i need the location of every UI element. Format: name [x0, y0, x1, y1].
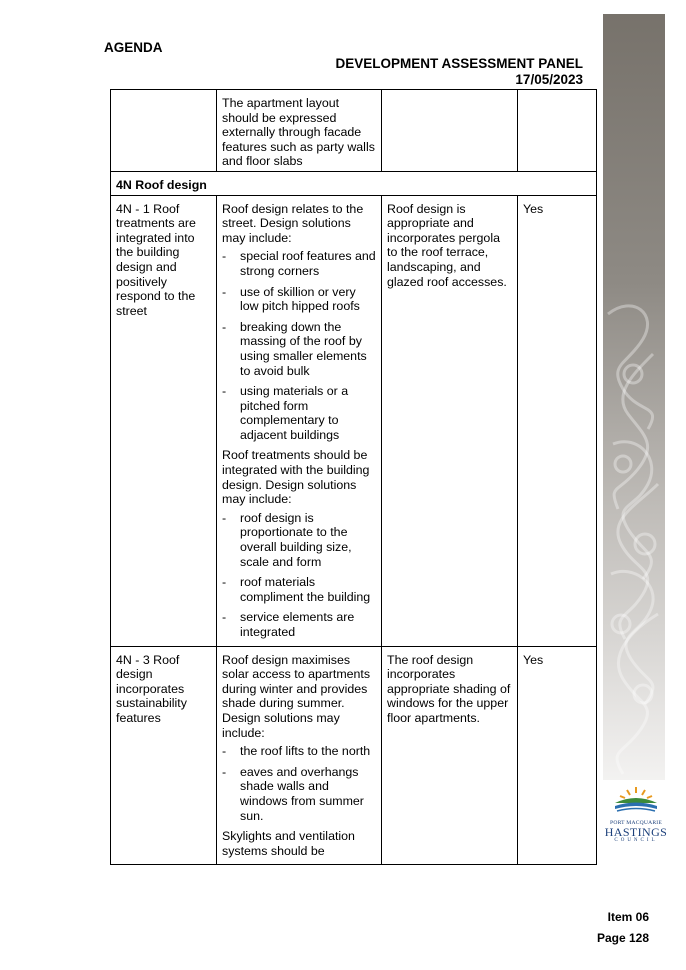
decorative-side-band: [603, 14, 665, 780]
guidance-list: [222, 249, 376, 442]
list-item: - roof materials compliment the building: [222, 575, 376, 604]
list-item: - eaves and overhangs shade walls and windows from summer sun.: [222, 765, 376, 823]
panel-title: DEVELOPMENT ASSESSMENT PANEL: [335, 56, 583, 71]
assessment-table: [110, 89, 597, 865]
table-row: [111, 195, 597, 646]
objective-cell: [111, 646, 217, 865]
table-row: [111, 646, 597, 865]
comment-cell: [382, 90, 518, 172]
guidance-intro-2: Roof treatments should be integrated with the building design. Design solutions may include:: [222, 448, 370, 507]
meeting-date: 17/05/2023: [515, 72, 583, 87]
section-heading: 4N Roof design: [111, 171, 597, 195]
list-item: - special roof features and strong corners: [222, 249, 376, 278]
guidance-tail: Skylights and ventilation systems should be: [222, 829, 355, 858]
logo-text-bottom: COUNCIL: [614, 838, 658, 843]
guidance-cell: [217, 90, 382, 172]
list-item: - using materials or a pitched form complementary to adjacent buildings: [222, 384, 376, 442]
page-number: Page 128: [596, 931, 649, 945]
compliance-cell: [518, 195, 597, 646]
table-row-continued: [111, 90, 597, 172]
comment-cell: [382, 646, 518, 865]
section-heading-row: [111, 171, 597, 195]
list-item: - service elements are integrated: [222, 610, 376, 639]
swirl-pattern: [603, 14, 665, 780]
panel-header: [335, 56, 583, 88]
objective-text: 4N - 1 Roof treatments are integrated into the building design and positively respond to the street: [116, 201, 196, 318]
agenda-heading: AGENDA: [104, 40, 163, 55]
list-item: - roof design is proportionate to the overall building size, scale and form: [222, 511, 376, 569]
guidance-cell: [217, 195, 382, 646]
list-item: - the roof lifts to the north: [222, 744, 376, 759]
comment-text: The roof design incorporates appropriate shading of windows for the upper floor apartments.: [387, 652, 511, 725]
objective-text: 4N - 3 Roof design incorporates sustainability features: [116, 652, 187, 725]
guidance-list-2: [222, 511, 376, 640]
compliance-text: Yes: [523, 201, 544, 216]
list-item: - breaking down the massing of the roof by using smaller elements to avoid bulk: [222, 320, 376, 378]
compliance-text: Yes: [523, 652, 544, 667]
compliance-cell: [518, 90, 597, 172]
objective-cell: [111, 195, 217, 646]
list-item: - use of skillion or very low pitch hipped roofs: [222, 285, 376, 314]
guidance-list: [222, 744, 376, 823]
compliance-cell: [518, 646, 597, 865]
guidance-intro: Roof design relates to the street. Design solutions may include:: [222, 201, 364, 245]
objective-cell: [111, 90, 217, 172]
guidance-cell: [217, 646, 382, 865]
guidance-text: The apartment layout should be expressed externally through facade features such as party walls and floor slabs: [222, 96, 375, 169]
council-logo: [603, 785, 669, 843]
logo-text-top: PORT MACQUARIE: [610, 820, 662, 826]
sun-landscape-icon: [613, 785, 659, 813]
comment-text: Roof design is appropriate and incorporates pergola to the roof terrace, landscaping, and glazed roof accesses.: [387, 201, 507, 289]
logo-text-main: HASTINGS: [604, 825, 668, 839]
comment-cell: [382, 195, 518, 646]
guidance-intro: Roof design maximises solar access to apartments during winter and provides shade during summer. Design solutions may include:: [222, 652, 371, 740]
item-number: Item 06: [607, 910, 649, 924]
